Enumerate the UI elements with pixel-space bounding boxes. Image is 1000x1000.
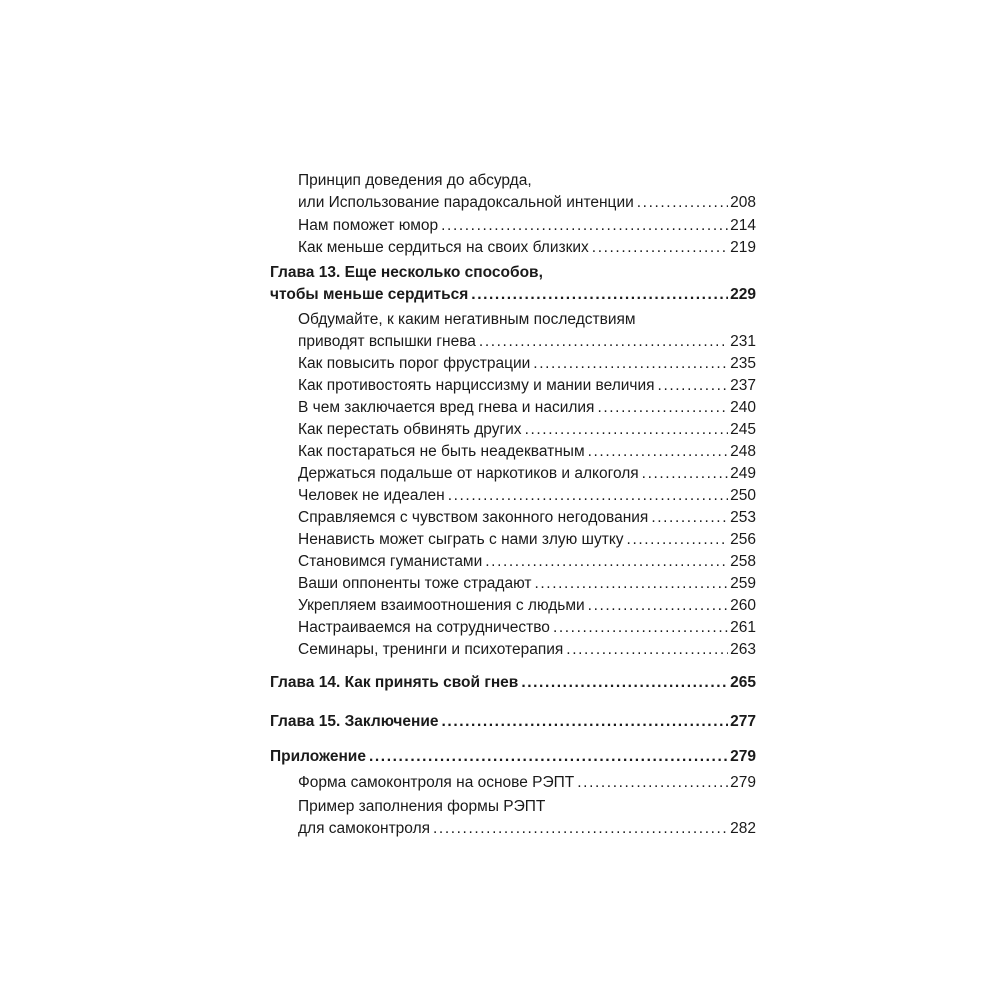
toc-entry-title: или Использование парадоксальной интенции bbox=[298, 194, 634, 211]
toc-page-number: 240 bbox=[730, 399, 756, 416]
toc-section-entry bbox=[298, 617, 756, 639]
toc-section-entry bbox=[298, 529, 756, 551]
toc-entry-line bbox=[298, 441, 756, 463]
toc-entry-line bbox=[298, 772, 756, 794]
toc-page-number: 231 bbox=[730, 333, 756, 350]
toc-entry-line bbox=[298, 397, 756, 419]
toc-entry-title: приводят вспышки гнева bbox=[298, 333, 476, 350]
toc-entry-line bbox=[298, 617, 756, 639]
toc-section-entry bbox=[298, 215, 756, 237]
toc-section-entry bbox=[298, 595, 756, 617]
toc-page-number: 214 bbox=[730, 217, 756, 234]
toc-section-entry bbox=[298, 353, 756, 375]
table-of-contents bbox=[270, 0, 756, 1000]
dot-leader bbox=[588, 595, 728, 617]
toc-entry-title: Форма самоконтроля на основе РЭПТ bbox=[298, 774, 575, 791]
toc-entry-line bbox=[298, 170, 756, 192]
toc-page-number: 282 bbox=[730, 820, 756, 837]
toc-entry-line bbox=[270, 746, 756, 768]
toc-page-number: 219 bbox=[730, 239, 756, 256]
toc-entry-title: Пример заполнения формы РЭПТ bbox=[298, 798, 546, 815]
toc-entry-title: для самоконтроля bbox=[298, 820, 431, 837]
toc-entry-line bbox=[298, 375, 756, 397]
toc-section-entry bbox=[298, 237, 756, 259]
dot-leader bbox=[521, 672, 728, 694]
dot-leader bbox=[525, 419, 729, 441]
toc-page-number: 237 bbox=[730, 377, 756, 394]
toc-section-entry bbox=[298, 639, 756, 661]
dot-leader bbox=[566, 639, 728, 661]
dot-leader bbox=[471, 284, 728, 306]
toc-page-number: 260 bbox=[730, 597, 756, 614]
toc-entry-line bbox=[270, 284, 756, 306]
toc-entry-line bbox=[298, 595, 756, 617]
toc-page-number: 249 bbox=[730, 465, 756, 482]
dot-leader bbox=[448, 485, 728, 507]
dot-leader bbox=[433, 818, 728, 840]
dot-leader bbox=[637, 192, 728, 214]
toc-entry-title: Семинары, тренинги и психотерапия bbox=[298, 641, 564, 658]
toc-entry-title: Обдумайте, к каким негативным последствиям bbox=[298, 311, 636, 328]
toc-entry-title: Как постараться не быть неадекватным bbox=[298, 443, 585, 460]
dot-leader bbox=[597, 397, 728, 419]
dot-leader bbox=[642, 463, 728, 485]
toc-entry-line bbox=[298, 463, 756, 485]
toc-page-number: 256 bbox=[730, 531, 756, 548]
toc-entry-line bbox=[298, 551, 756, 573]
toc-entry-line bbox=[298, 192, 756, 214]
dot-leader bbox=[479, 331, 728, 353]
dot-leader bbox=[651, 507, 728, 529]
toc-page-number: 245 bbox=[730, 421, 756, 438]
toc-section-entry bbox=[298, 507, 756, 529]
toc-page-number: 258 bbox=[730, 553, 756, 570]
toc-page-number: 279 bbox=[730, 748, 756, 765]
toc-section-entry bbox=[298, 485, 756, 507]
toc-entry-line bbox=[298, 529, 756, 551]
dot-leader bbox=[627, 529, 729, 551]
toc-entry-title: Как повысить порог фрустрации bbox=[298, 355, 531, 372]
toc-page-number: 259 bbox=[730, 575, 756, 592]
toc-entry-title: Укрепляем взаимоотношения с людьми bbox=[298, 597, 585, 614]
toc-page-number: 229 bbox=[730, 286, 756, 303]
toc-page-number: 263 bbox=[730, 641, 756, 658]
toc-entry-title: Настраиваемся на сотрудничество bbox=[298, 619, 550, 636]
dot-leader bbox=[442, 711, 729, 733]
toc-page-number: 235 bbox=[730, 355, 756, 372]
toc-entry-line bbox=[298, 796, 756, 818]
toc-entry-line bbox=[298, 237, 756, 259]
toc-entry-line bbox=[298, 573, 756, 595]
toc-entry-title: Как меньше сердиться на своих близких bbox=[298, 239, 589, 256]
dot-leader bbox=[592, 237, 728, 259]
toc-entry-title: Держаться подальше от наркотиков и алкоголя bbox=[298, 465, 639, 482]
toc-entry-title: чтобы меньше сердиться bbox=[270, 286, 469, 303]
toc-entry-title: Ненависть может сыграть с нами злую шутку bbox=[298, 531, 624, 548]
toc-entry-line bbox=[298, 639, 756, 661]
toc-entry-title: Как перестать обвинять других bbox=[298, 421, 522, 438]
toc-section-entry bbox=[298, 551, 756, 573]
toc-section-entry bbox=[298, 170, 756, 214]
dot-leader bbox=[658, 375, 729, 397]
toc-entry-title: Глава 14. Как принять свой гнев bbox=[270, 674, 519, 691]
toc-page-number: 265 bbox=[730, 674, 756, 691]
toc-entry-title: Глава 15. Заключение bbox=[270, 713, 439, 730]
toc-entry-title: В чем заключается вред гнева и насилия bbox=[298, 399, 595, 416]
dot-leader bbox=[533, 353, 728, 375]
toc-page-number: 250 bbox=[730, 487, 756, 504]
toc-entry-line bbox=[298, 507, 756, 529]
toc-entry-line bbox=[298, 331, 756, 353]
dot-leader bbox=[485, 551, 728, 573]
toc-page-number: 253 bbox=[730, 509, 756, 526]
toc-section-entry bbox=[298, 397, 756, 419]
toc-entry-line bbox=[270, 672, 756, 694]
toc-chapter-entry bbox=[270, 672, 756, 694]
toc-section-entry bbox=[298, 573, 756, 595]
dot-leader bbox=[577, 772, 728, 794]
toc-entry-line bbox=[298, 353, 756, 375]
toc-page-number: 279 bbox=[730, 774, 756, 791]
toc-page-number: 261 bbox=[730, 619, 756, 636]
toc-entry-title: Ваши оппоненты тоже страдают bbox=[298, 575, 532, 592]
dot-leader bbox=[588, 441, 729, 463]
toc-entry-title: Как противостоять нарциссизму и мании величия bbox=[298, 377, 655, 394]
toc-section-entry bbox=[298, 441, 756, 463]
toc-section-entry bbox=[298, 463, 756, 485]
toc-entry-title: Нам поможет юмор bbox=[298, 217, 439, 234]
toc-entry-line bbox=[270, 711, 756, 733]
toc-entry-line bbox=[298, 419, 756, 441]
toc-page-number: 248 bbox=[730, 443, 756, 460]
toc-entry-title: Справляемся с чувством законного негодования bbox=[298, 509, 649, 526]
dot-leader bbox=[441, 215, 728, 237]
dot-leader bbox=[369, 746, 728, 768]
toc-entry-title: Становимся гуманистами bbox=[298, 553, 483, 570]
toc-entry-title: Человек не идеален bbox=[298, 487, 445, 504]
toc-entry-line bbox=[298, 485, 756, 507]
toc-section-entry bbox=[298, 419, 756, 441]
toc-section-entry bbox=[298, 309, 756, 353]
toc-entry-title: Принцип доведения до абсурда, bbox=[298, 172, 532, 189]
toc-chapter-entry bbox=[270, 262, 756, 306]
toc-page-number: 277 bbox=[730, 713, 756, 730]
toc-chapter-entry bbox=[270, 711, 756, 733]
toc-entry-line bbox=[298, 818, 756, 840]
toc-entry-line bbox=[298, 215, 756, 237]
toc-chapter-entry bbox=[270, 746, 756, 768]
toc-section-entry bbox=[298, 796, 756, 840]
toc-entry-title: Глава 13. Еще несколько способов, bbox=[270, 264, 543, 281]
toc-entry-line bbox=[298, 309, 756, 331]
toc-section-entry bbox=[298, 375, 756, 397]
toc-entry-line bbox=[270, 262, 756, 284]
toc-page-number: 208 bbox=[730, 194, 756, 211]
dot-leader bbox=[553, 617, 728, 639]
dot-leader bbox=[534, 573, 728, 595]
toc-section-entry bbox=[298, 772, 756, 794]
toc-entry-title: Приложение bbox=[270, 748, 366, 765]
